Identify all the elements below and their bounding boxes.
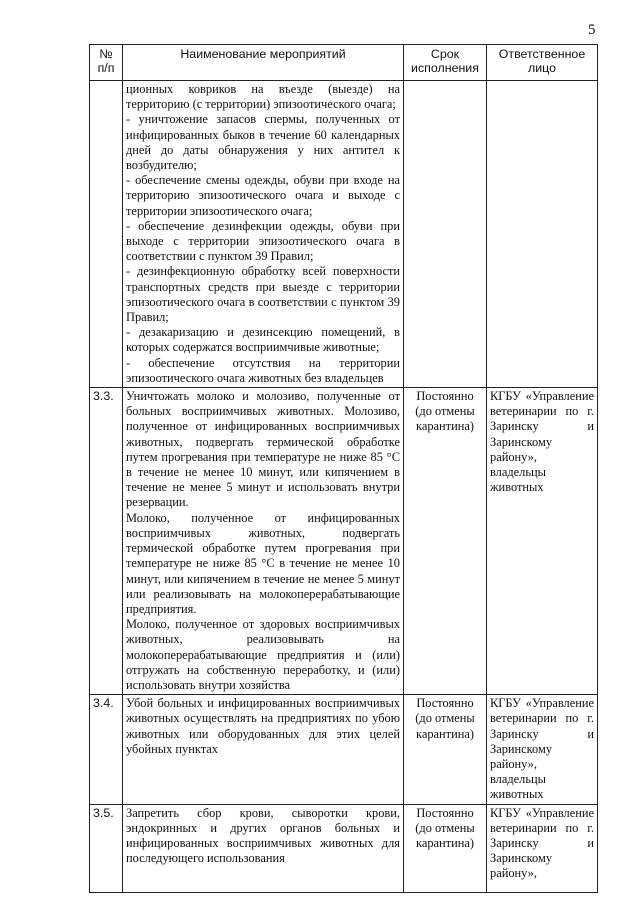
measure-paragraph: - обеспечение дезинфекции одежды, обуви при выходе с территории эпизоотического очага в соответствии с пунктом 39 Правил;	[126, 218, 400, 264]
measure-paragraph: ционных ковриков на въезде (выезде) на территорию (с территории) эпизоотического очага;	[126, 82, 400, 112]
cell-num	[90, 81, 123, 388]
page-number: 5	[588, 22, 596, 38]
table-row-3-3	[90, 388, 598, 695]
measure-paragraph: - обеспечение смены одежды, обуви при входе на территорию эпизоотического очага и выходе с территории эпизоотического очага;	[126, 173, 400, 218]
cell-term: Постоянно (до отмены карантина)	[404, 804, 487, 892]
table-row-3-4	[90, 695, 598, 804]
cell-responsible: КГБУ «Управление ветеринарии по г. Заринску и Заринскому району», владельцы животных	[487, 388, 598, 695]
cell-term	[404, 81, 487, 388]
measure-paragraph: - уничтожение запасов спермы, полученных от инфицированных быков в течение 60 календарных дней до даты обнаружения у них антител к возбудителю;	[126, 112, 400, 173]
measure-paragraph: Убой больных и инфицированных восприимчивых животных осуществлять на предприятиях по убою животных или оборудованных для этих целей убойных пунктах	[126, 696, 400, 756]
cell-measures	[123, 695, 404, 804]
measure-paragraph: Молоко, полученное от здоровых восприимчивых животных, реализовывать на молокоперерабатывающие предприятия и (или) отгружать на собственную переработку, и (или) использовать внутри хозяйства	[126, 617, 400, 692]
measure-paragraph: Молоко, полученное от инфицированных восприимчивых животных, подвергать термической обработке путем прогревания при температуре не ниже 85 °С в течение не менее 10 минут, или кипячением в течение не менее 5 минут или реализовывать на молокоперерабатывающие предприятия.	[126, 510, 400, 616]
cell-term: Постоянно (до отмены карантина)	[404, 695, 487, 804]
cell-measures	[123, 804, 404, 892]
table-row-continuation	[90, 81, 598, 388]
cell-num: 3.4.	[90, 695, 123, 804]
measure-paragraph: - дезакаризацию и дезинсекцию помещений, в которых содержатся восприимчивые животные;	[126, 325, 400, 355]
cell-responsible	[487, 81, 598, 388]
measure-paragraph: Уничтожать молоко и молозиво, полученные от больных восприимчивых животных. Молозиво, полученное от инфицированных восприимчивых животных, подвергать термической обработке путем прогревания при температуре не ниже 85 °С в течение не менее 10 минут, или кипячением в течение не менее 5 минут и использовать внутри резервации.	[126, 389, 400, 510]
cell-measures	[123, 81, 404, 388]
cell-term: Постоянно (до отмены карантина)	[404, 388, 487, 695]
measures-table	[89, 44, 598, 893]
table-header-row	[90, 45, 598, 81]
header-resp: Ответственное лицо	[487, 45, 598, 81]
measure-paragraph: - дезинфекционную обработку всей поверхности транспортных средств при выезде с территории эпизоотического очага в соответствии с пунктом 39 Правил;	[126, 264, 400, 325]
cell-measures	[123, 388, 404, 695]
cell-num: 3.5.	[90, 804, 123, 892]
cell-num: 3.3.	[90, 388, 123, 695]
measure-paragraph: Запретить сбор крови, сыворотки крови, эндокринных и других органов больных и инфицированных восприимчивых животных для последующего использования	[126, 805, 400, 866]
cell-responsible: КГБУ «Управление ветеринарии по г. Заринску и Заринскому району», владельцы животных	[487, 695, 598, 804]
table-row-3-5	[90, 804, 598, 892]
header-name: Наименование мероприятий	[123, 45, 404, 81]
header-term: Срок исполнения	[404, 45, 487, 81]
header-num: № п/п	[90, 45, 123, 81]
cell-responsible: КГБУ «Управление ветеринарии по г. Заринску и Заринскому району»,	[487, 804, 598, 892]
measure-paragraph: - обеспечение отсутствия на территории эпизоотического очага животных без владельцев	[126, 355, 400, 385]
